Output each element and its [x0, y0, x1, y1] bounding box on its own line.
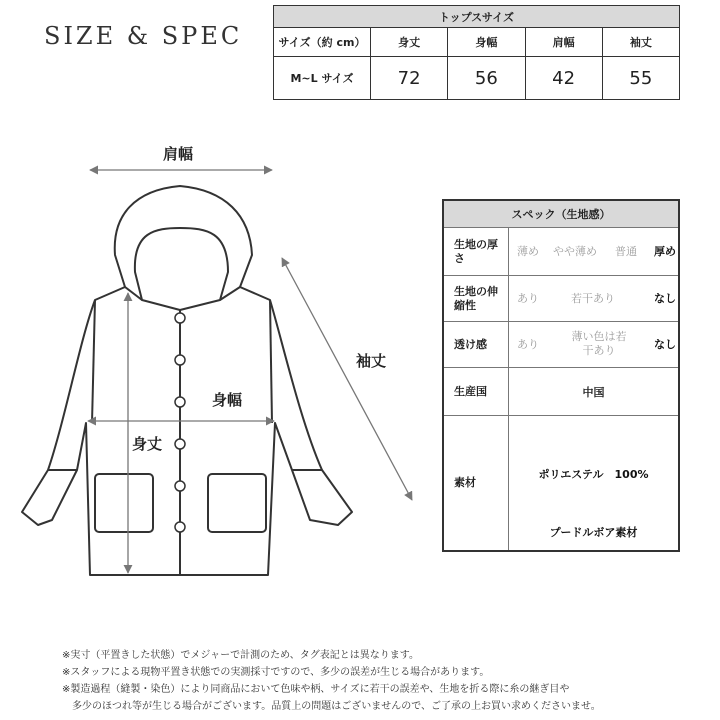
note-line: ※スタッフによる現物平置き状態での実測採寸ですので、多少の誤差が生じる場合があります。 [62, 667, 490, 678]
notes [62, 647, 601, 715]
column-sleeve: 袖丈 [602, 28, 679, 57]
option-stretch-slight: 若干あり [571, 292, 615, 305]
spec-row-stretch [443, 276, 679, 322]
length-label: 身丈 [132, 435, 163, 453]
option-sheer-slight: 薄い色は若干あり [571, 330, 627, 357]
spec-table [442, 199, 680, 552]
shoulder-label: 肩幅 [163, 145, 194, 163]
spec-label-stretch: 生地の伸縮性 [443, 276, 509, 322]
spec-label-thickness: 生地の厚さ [443, 228, 509, 276]
button [175, 481, 185, 491]
spec-value-origin: 中国 [509, 368, 680, 416]
value-shoulder: 42 [525, 57, 602, 100]
button [175, 313, 185, 323]
option-sheer-none-selected: なし [654, 338, 676, 351]
spec-row-sheer [443, 322, 679, 368]
button [175, 355, 185, 365]
option-normal: 普通 [615, 245, 637, 258]
note-line: 多少のほつれ等が生じる場合がございます。品質上の問題はございませんので、ご了承の上お買い求めくださいませ。 [62, 701, 601, 712]
column-length: 身丈 [371, 28, 448, 57]
sleeve-label: 袖丈 [356, 352, 387, 370]
note-line: ※製造過程（縫製・染色）により同商品において色味や柄、サイズに若干の誤差や、生地を折る際に糸の継ぎ目や [62, 684, 570, 695]
option-thin: 薄め [517, 245, 539, 258]
spec-label-sheer: 透け感 [443, 322, 509, 368]
width-label: 身幅 [212, 391, 243, 409]
hood-opening [135, 228, 228, 310]
spec-label-origin: 生産国 [443, 368, 509, 416]
value-width: 56 [448, 57, 525, 100]
left-pocket [95, 474, 153, 532]
spec-row-origin [443, 368, 679, 416]
column-width: 身幅 [448, 28, 525, 57]
option-stretch-none-selected: なし [654, 292, 676, 305]
value-length: 72 [371, 57, 448, 100]
spec-label-material: 素材 [443, 416, 509, 551]
option-sheer-yes: あり [517, 338, 539, 351]
button [175, 439, 185, 449]
option-thick-selected: 厚め [654, 245, 676, 258]
size-row-label: M~L サイズ [274, 57, 371, 100]
button [175, 522, 185, 532]
size-table-caption: トップスサイズ [274, 6, 680, 28]
page-title: SIZE & SPEC [44, 22, 243, 50]
spec-value-material-type: プードルボア素材 [549, 526, 638, 539]
size-header-label: サイズ（約 cm） [274, 28, 371, 57]
spec-row-thickness [443, 228, 679, 276]
spec-table-caption: スペック（生地感） [443, 200, 679, 228]
option-slightly-thin: やや薄め [553, 245, 597, 258]
note-line: ※実寸（平置きした状態）でメジャーで計測のため、タグ表記とは異なります。 [62, 650, 419, 661]
spec-row-material [443, 416, 679, 551]
column-shoulder: 肩幅 [525, 28, 602, 57]
sleeve-arrow [282, 258, 412, 500]
option-stretch-yes: あり [517, 292, 539, 305]
value-sleeve: 55 [602, 57, 679, 100]
spec-value-material: ポリエステル 100% [538, 468, 649, 481]
right-pocket [208, 474, 266, 532]
jacket-outline [22, 186, 352, 575]
button [175, 397, 185, 407]
